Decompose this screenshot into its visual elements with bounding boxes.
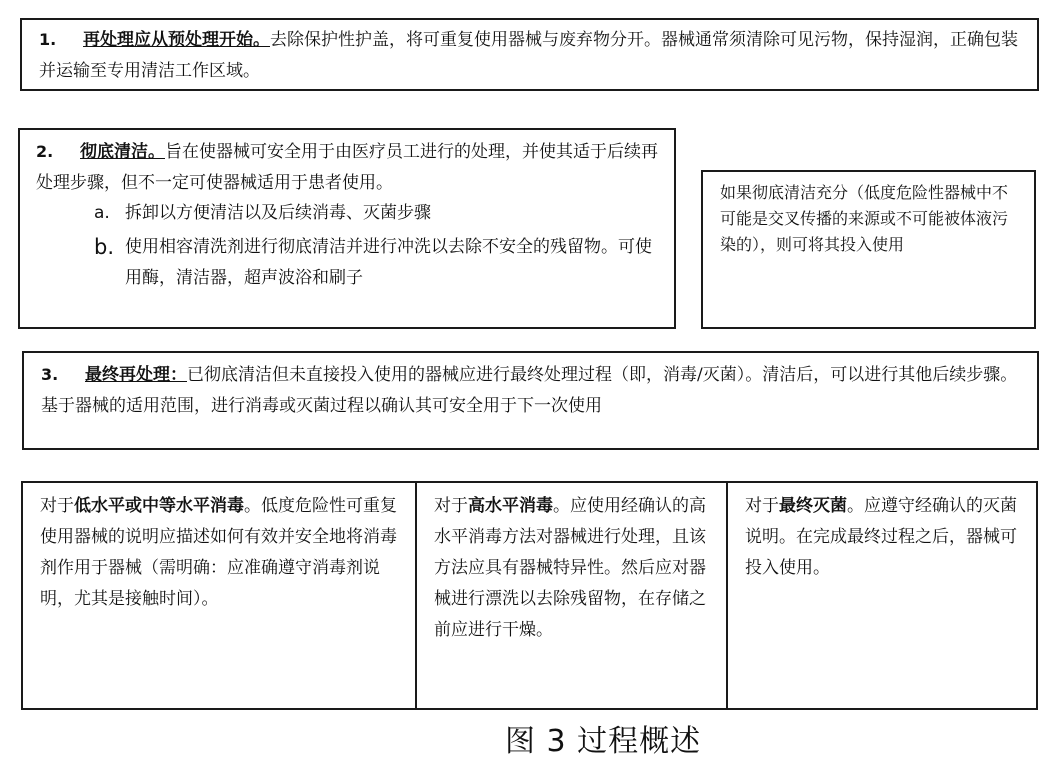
- step-2-subitem-a: [94, 198, 685, 229]
- option-high-level-prefix: 对于: [434, 496, 468, 516]
- step-3-number: 3.: [41, 365, 59, 384]
- option-low-intermediate-text: [40, 491, 413, 615]
- step-2-number: 2.: [36, 142, 54, 161]
- step-2-text: [36, 136, 664, 199]
- figure-caption: 图 3 过程概述: [505, 724, 702, 759]
- step-3-heading: 最终再处理：: [85, 365, 187, 385]
- option-sterilization-prefix: 对于: [745, 496, 779, 516]
- step-3-body: 已彻底清洁但未直接投入使用的器械应进行最终处理过程（即，消毒/灭菌）。清洁后，可以进行其他后续步骤。基于器械的适用范围，进行消毒或灭菌过程以确认其可安全用于下一次使用: [41, 365, 1018, 416]
- step-1-heading: 再处理应从预处理开始。: [83, 30, 270, 50]
- step-2-heading: 彻底清洁。: [80, 142, 165, 162]
- option-high-level-title: 高水平消毒: [468, 496, 553, 516]
- option-low-intermediate-body: 。低度危险性可重复使用器械的说明应描述如何有效并安全地将消毒剂作用于器械（需明确：应准确遵守消毒剂说明，尤其是接触时间）。: [40, 496, 397, 609]
- option-box-low-intermediate: [21, 481, 417, 710]
- option-sterilization-body: 。应遵守经确认的灭菌说明。在完成最终过程之后，器械可投入使用。: [745, 496, 1017, 578]
- step-1-box: [20, 18, 1039, 91]
- subitem-a-marker: a.: [94, 203, 110, 223]
- side-note-box: [701, 170, 1036, 329]
- subitem-b-marker: b.: [94, 235, 115, 259]
- step-2-body: 旨在使器械可安全用于由医疗员工进行的处理，并使其适于后续再处理步骤，但不一定可使器械适用于患者使用。: [36, 142, 658, 193]
- option-high-level-body: 。应使用经确认的高水平消毒方法对器械进行处理，且该方法应具有器械特异性。然后应对器械进行漂洗以去除残留物，在存储之前应进行干燥。: [434, 496, 706, 640]
- option-low-intermediate-title: 低水平或中等水平消毒: [74, 496, 244, 516]
- option-low-intermediate-prefix: 对于: [40, 496, 74, 516]
- step-3-text: [41, 359, 1029, 422]
- subitem-a-text: 拆卸以方便清洁以及后续消毒、灭菌步骤: [125, 203, 431, 223]
- step-1-text: [39, 24, 1029, 87]
- side-note-text: 如果彻底清洁充分（低度危险性器械中不可能是交叉传播的来源或不可能被体液污染的），则可将其投入使用: [720, 183, 1009, 254]
- option-sterilization-title: 最终灭菌: [779, 496, 847, 516]
- step-2-subitem-b: [94, 232, 659, 294]
- step-1-number: 1.: [39, 30, 57, 49]
- option-high-level-text: [434, 491, 720, 646]
- step-1-body: 去除保护性护盖，将可重复使用器械与废弃物分开。器械通常须清除可见污物，保持湿润，正确包装并运输至专用清洁工作区域。: [39, 30, 1018, 81]
- option-sterilization-text: [745, 491, 1033, 584]
- subitem-b-text: 使用相容清洗剂进行彻底清洁并进行冲洗以去除不安全的残留物。可使用酶，清洁器，超声波浴和刷子: [125, 237, 652, 288]
- step-2-box: [18, 128, 676, 329]
- step-3-box: [22, 351, 1039, 450]
- option-box-terminal-sterilization: [726, 481, 1038, 710]
- option-box-high-level: [415, 481, 728, 710]
